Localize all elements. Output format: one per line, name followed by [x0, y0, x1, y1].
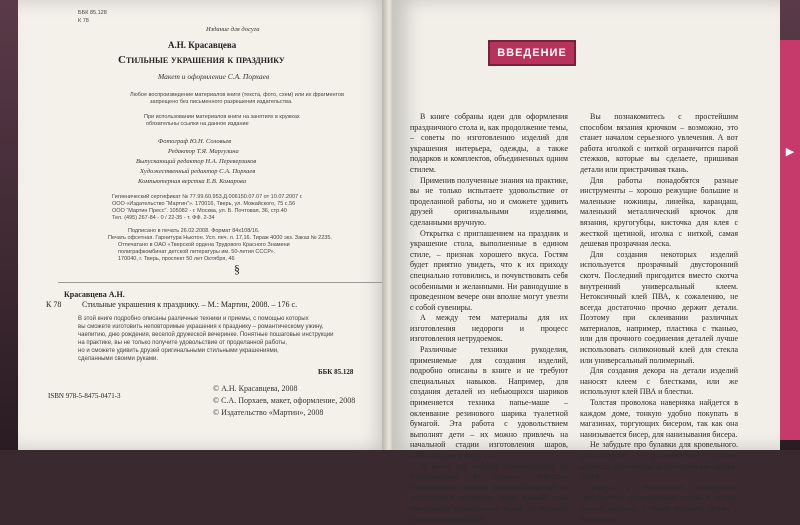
isbn: ISBN 978-5-8475-0471-3 — [48, 392, 121, 400]
use-line-1: При использовании материалов книги на занятиях в кружках — [144, 114, 300, 120]
left-page — [18, 0, 390, 450]
summary-line-2: вы сможете изготовить неповторимые украшения к празднику – романтическому ужину, — [78, 324, 324, 330]
print-line-3: Отпечатано в ОАО «Тверской ордена Трудового Красного Знамени — [118, 242, 290, 248]
section-heading: ВВЕДЕНИЕ — [488, 40, 576, 66]
paragraph: В книге вы найдете рекомендации по изготовлению в технике декупажа (салфеточная техника) неполных изделий из двухслойных салфеток: один тонкий слой наклеивают разведенным водой до жидкого состояния клеем ПВА. — [410, 461, 568, 524]
imprint-line-3: ООО “Мартин Пресс”. 105082 - г. Москва, ул. Б. Почтовая, 36, стр.40 — [112, 208, 287, 214]
intro-column-1 — [410, 112, 568, 525]
credit-layout: Компьютерная верстка Е.В. Комарова — [138, 178, 247, 185]
paragraph: Не забудьте про булавки для кровельного. разноцветные и разноцветные скрепки, дырокол, скрепочные и проволочную краску-спрей. — [580, 440, 738, 482]
paragraph: Открытка с приглашением на праздник и украшение стола, выполненные в едином стиле, – признак хорошего вкуса. Гостям будет приятно увидеть, что к их приходу специально готовились, и почувствовать себя особенными и желанными. Ни равнодушие в проведенном вечере они вполне могут увезти с собой сувениры. — [410, 228, 568, 312]
copyright-layout: © С.А. Порхаев, макет, оформление, 2008 — [213, 396, 356, 405]
paragraph: Для создания некоторых изделий используется прозрачный двусторонний скотч. Последний пригодится вместо скотча внутренний универсальный клеем. Нетоксичный клей ПВА, к сожалению, не всегда достаточно прочно держит детали. Поэтому при склеивании различных материалов, например, пластика с тканью, или для прочного соединения деталей лучше использовать силиконовый клей для стекла или универсальный полимерный. — [580, 249, 738, 365]
print-line-1: Подписано в печать 26.02.2008. Формат 84х108/16. — [128, 228, 260, 234]
summary-line-5: но и сможете удивить друзей оригинальными стильными украшениями, — [78, 348, 279, 354]
print-line-2: Печать офсетная. Гарнитура Ньютон. Усл. печ. л. 17,16. Тираж 4000 экз. Заказ № 2235. — [108, 235, 332, 241]
use-line-2: обязательны ссылки на данное издание — [146, 121, 249, 127]
k-top: К 78 — [78, 18, 89, 24]
edition-note: Издание для досуга — [206, 26, 260, 33]
summary-line-6: сделанными своими руками. — [78, 356, 159, 362]
credit-photographer: Фотограф Ю.Н. Соловьев — [158, 138, 232, 145]
paragraph: Для работы понадобятся разные инструменты – хорошо режущие большие и маленькие ножницы, линейка, карандаш, маленький металлический крючок для вязания, кругогубцы, кисточка для клея с жесткой щетиной, иголка с ниткой, самая дешевая прозрачная леска. — [580, 175, 738, 249]
paragraph: Вы познакомитесь с простейшим способом вязания крючком – возможно, это станет началом серьезного увлечения. А вот работа иголкой с ниткой ограничится парой стежков, которые вы сделаете, пришивая детали или пристрачивая ткань. — [580, 112, 738, 174]
bbk-bottom: ББК 85.128 — [318, 368, 354, 376]
summary-line-4: на практике, вы не только получите удовольствие от проделанной работы, — [78, 340, 288, 346]
print-line-5: 170040, г. Тверь, проспект 50 лет Октября, 46 — [118, 256, 235, 262]
credit-managing-editor: Выпускающий редактор Н.А. Переверзиков — [136, 158, 257, 165]
paragraph: Для создания декора на детали изделий наносят клеем с блестками, или же используют клей ПВА и блестки. — [580, 366, 738, 397]
paragraph: В книге собраны идеи для оформления праздничного стола и, как продолжение темы, – советы по изготовлению изделий для украшения интерьера, одежды, а также подарков и комплектов, объединенных одним стилем. — [410, 112, 568, 174]
paragraph: А между тем материалы для их изготовления недороги и процесс изготовления нетрудоемок. — [410, 313, 568, 344]
catalog-k: К 78 — [46, 300, 62, 309]
imprint-line-2: ООО «Издательство “Мартин”». 170016, Тверь, ул. Можайского, 75 с.56 — [112, 201, 296, 207]
summary-line-3: чаепитию, дню рождения, веселой дружеской вечеринке. Понятные пошаговые инструкции — [78, 332, 334, 338]
author: А.Н. Красавцева — [168, 40, 237, 50]
intro-column-2 — [580, 112, 738, 525]
paragraph: Различные техники рукоделия, применяемые для создания изделий, подробно описаны в книге и не требуют специальных навыков. Например, для создания деталей из небьющихся шариков применяется техника папье-маше – оклеивание резинового шарика туалетной бумагой. Эта работа с удовольствием выполнят дети – их можно привлечь на начальной стадии изготовления шаров, поблагодарив и их за это. — [410, 345, 568, 460]
copyright-author: © А.Н. Красавцева, 2008 — [213, 384, 298, 393]
bbk-top: ББК 85.128 — [78, 10, 107, 16]
imprint-line-4: Тел. (495) 267-84 - 0 / 22-35 - т. ФФ. 2-34 — [112, 215, 215, 221]
print-line-4: полиграфкомбинат детской литературы им. 50-летия СССР». — [118, 249, 276, 255]
paragraph: Применив полученные знания на практике, вы не только испытаете удовольствие от проделанной работы, но и сможете удивить друзей оригинальными изделиями, сделанными вручную. — [410, 175, 568, 227]
copyright-publisher: © Издательство «Мартин», 2008 — [213, 408, 324, 417]
book-title: Стильные украшения к празднику — [118, 54, 285, 66]
credit-editor: Редактор Т.Я. Маргулина — [168, 148, 239, 155]
rights-line-2: запрещено без письменного разрешения издательства. — [150, 99, 293, 105]
page-edge-tab — [780, 40, 800, 440]
rights-line-1: Любое воспроизведение материалов книги (текста, фото, схем) или их фрагментов — [130, 92, 344, 98]
divider — [58, 282, 396, 283]
imprint-line-1: Гигиенический сертификат № 77.99.60.953.Д.006150.07.07 от 10.07.2007 г. — [112, 194, 303, 200]
tab-arrow-icon: ▶ — [785, 146, 795, 158]
catalog-entry: Стильные украшения к празднику. – М.: Мартин, 2008. – 176 с. — [82, 300, 298, 309]
paragraph: Теперь о текстильных материалах. Приобретите разноцветные ленты и тесьму разной ширины, а также кружево, пряжу с блестками. — [580, 482, 738, 524]
publisher-logo-icon: § — [234, 262, 240, 276]
catalog-author: Красавцева А.Н. — [64, 290, 125, 299]
paragraph: Толстая проволока наверняка найдется в каждом доме, тонкую удобно покупать в магазинах, торгующих бисером, так как она нанизывается бисер, для нанизывания бисера. — [580, 398, 738, 439]
layout-credit: Макет и оформление С.А. Порхаев — [158, 72, 270, 81]
summary-line-1: В этой книге подробно описаны различные техники и приемы, с помощью которых — [78, 316, 309, 322]
credit-art-editor: Художественный редактор С.А. Порхаев — [140, 168, 256, 175]
